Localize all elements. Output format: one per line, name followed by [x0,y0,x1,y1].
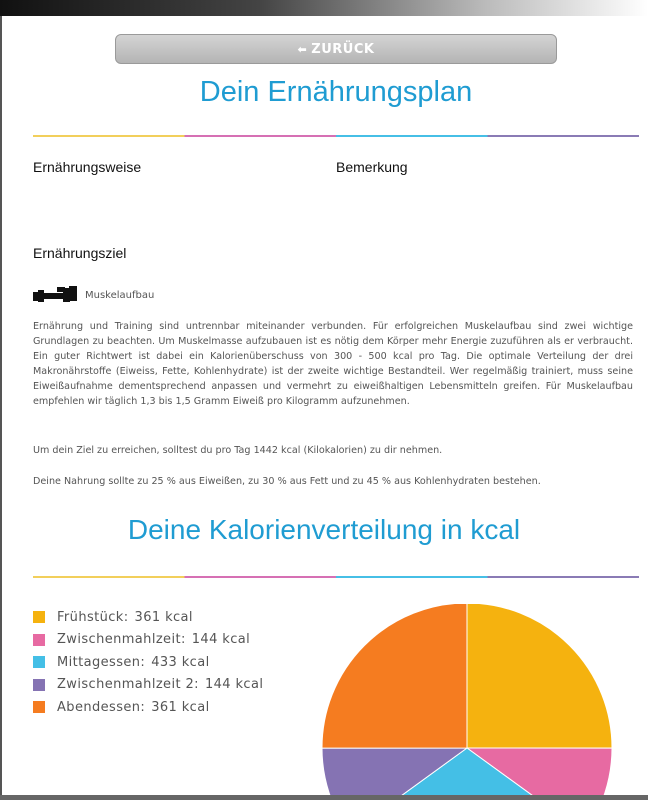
legend-swatch [33,656,45,668]
legend-swatch [33,611,45,623]
legend-item-snack-2 [33,674,263,697]
chart-legend [33,606,263,719]
page-title: Dein Ernährungsplan [199,76,473,108]
legend-label: Zwischenmahlzeit 2: [57,677,199,693]
legend-label: Abendessen: [57,699,146,715]
goal-label: Ernährungsziel [33,245,127,261]
window-top-bar [0,0,648,16]
legend-item-dinner [33,696,263,719]
dumbbell-icon [33,286,79,304]
window-left-edge [0,16,2,800]
arrow-left-icon: ⬅ [297,42,308,56]
window-bottom-bar [0,795,648,800]
intro-paragraph: Ernährung und Training sind untrennbar miteinander verbunden. Für erfolgreichen Muskelaufbau sind zwei wichtige Grundlagen zu beachten. Um Muskelmasse aufzubauen ist es nötig dem Körper mehr Energie zuzuführen als er verbraucht. Ein guter Richtwert ist dabei ein Kalorienüberschuss von 300 - 500 kcal pro Tag. Die optimale Verteilung der drei Makronährstoffe (Eiweiss, Fette, Kohlenhydrate) ist der zweite wichtige Bestandteil. Wer regelmäßig trainiert, muss seine Eiweißaufnahme dementsprechend anpassen und vermehrt zu eiweißhaltigen Lebensmitteln greifen. Für Muskelaufbau empfehlen wir täglich 1,3 bis 1,5 Gramm Eiweiß pro Kilogramm aufzunehmen. [33,321,633,407]
calorie-target-text: Um dein Ziel zu erreichen, solltest du pro Tag 1442 kcal (Kilokalorien) zu dir nehmen. [33,445,443,456]
pie-slice-4 [322,604,467,748]
legend-label: Mittagessen: [57,654,146,670]
legend-value: 433 kcal [151,654,210,670]
legend-swatch [33,679,45,691]
goal-value: Muskelaufbau [85,289,155,301]
macro-distribution-text: Deine Nahrung sollte zu 25 % aus Eiweißen, zu 30 % aus Fett und zu 45 % aus Kohlenhydraten bestehen. [33,476,541,487]
legend-label: Frühstück: [57,609,129,625]
legend-swatch [33,634,45,646]
legend-value: 361 kcal [151,699,210,715]
diet-type-label: Ernährungsweise [33,159,142,175]
back-button[interactable] [115,34,557,64]
legend-value: 144 kcal [204,677,264,693]
legend-value: 361 kcal [134,609,193,625]
title-divider [33,135,639,137]
pie-slice-0 [467,604,612,748]
legend-label: Zwischenmahlzeit: [57,632,186,648]
calorie-pie-chart [320,604,620,800]
legend-item-breakfast [33,606,263,629]
note-label: Bemerkung [336,159,408,175]
legend-swatch [33,701,45,713]
chart-title: Deine Kalorienverteilung in kcal [127,514,521,545]
legend-value: 144 kcal [191,632,251,648]
goal-row [33,286,154,304]
legend-item-lunch [33,651,263,674]
legend-item-snack [33,629,263,652]
chart-divider [33,576,639,578]
back-button-label: ZURÜCK [311,41,375,57]
